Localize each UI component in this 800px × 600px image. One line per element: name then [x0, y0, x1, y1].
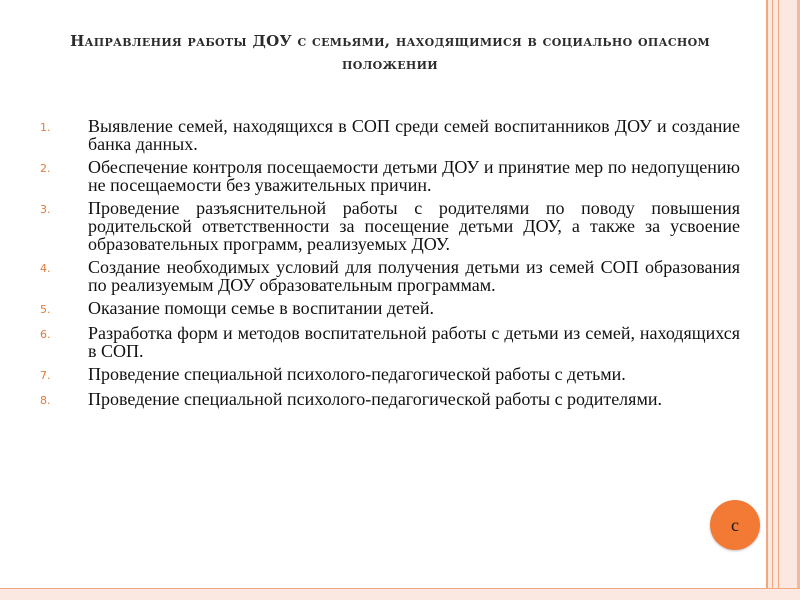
list-number: 4.	[40, 262, 51, 275]
list-item	[40, 390, 740, 410]
slide-title: Направления работы ДОУ с семьями, находящимися в социально опасном положении	[70, 32, 710, 73]
list-text: Проведение специальной психолого-педагогической работы с детьми.	[88, 364, 626, 384]
list-number: 1.	[40, 121, 51, 134]
list-text: Проведение разъяснительной работы с родителями по поводу повышения родительской ответственности за посещение детьми ДОУ, а также за усвоение образовательных программ, реализуемых ДОУ.	[88, 198, 740, 254]
frame-line	[778, 0, 779, 600]
list-item	[40, 299, 740, 319]
list-number: 3.	[40, 203, 51, 216]
list-item	[40, 365, 740, 385]
numbered-list	[40, 117, 740, 415]
list-number: 7.	[40, 369, 51, 382]
list-text: Выявление семей, находящихся в СОП среди семей воспитанников ДОУ и создание банка данных.	[88, 116, 740, 154]
list-number: 5.	[40, 303, 51, 316]
frame-line	[766, 0, 768, 600]
list-item	[40, 117, 740, 153]
list-number: 6.	[40, 328, 51, 341]
frame-line	[0, 588, 800, 589]
list-text: Оказание помощи семье в воспитании детей.	[88, 298, 434, 318]
frame-bottom-border	[0, 588, 800, 600]
list-number: 2.	[40, 162, 51, 175]
list-item	[40, 258, 740, 294]
list-item	[40, 199, 740, 253]
list-text: Обеспечение контроля посещаемости детьми ДОУ и принятие мер по недопущению не посещаемости без уважительных причин.	[88, 157, 740, 195]
list-item	[40, 158, 740, 194]
list-text: Проведение специальной психолого-педагогической работы с родителями.	[88, 389, 662, 409]
list-text: Разработка форм и методов воспитательной работы с детьми из семей, находящихся в СОП.	[88, 323, 740, 361]
orange-circle-button[interactable]: с	[710, 500, 760, 550]
frame-line	[772, 0, 773, 600]
list-item	[40, 324, 740, 360]
list-text: Создание необходимых условий для получения детьми из семей СОП образования по реализуемым ДОУ образовательным программам.	[88, 257, 740, 295]
list-number: 8.	[40, 394, 51, 407]
